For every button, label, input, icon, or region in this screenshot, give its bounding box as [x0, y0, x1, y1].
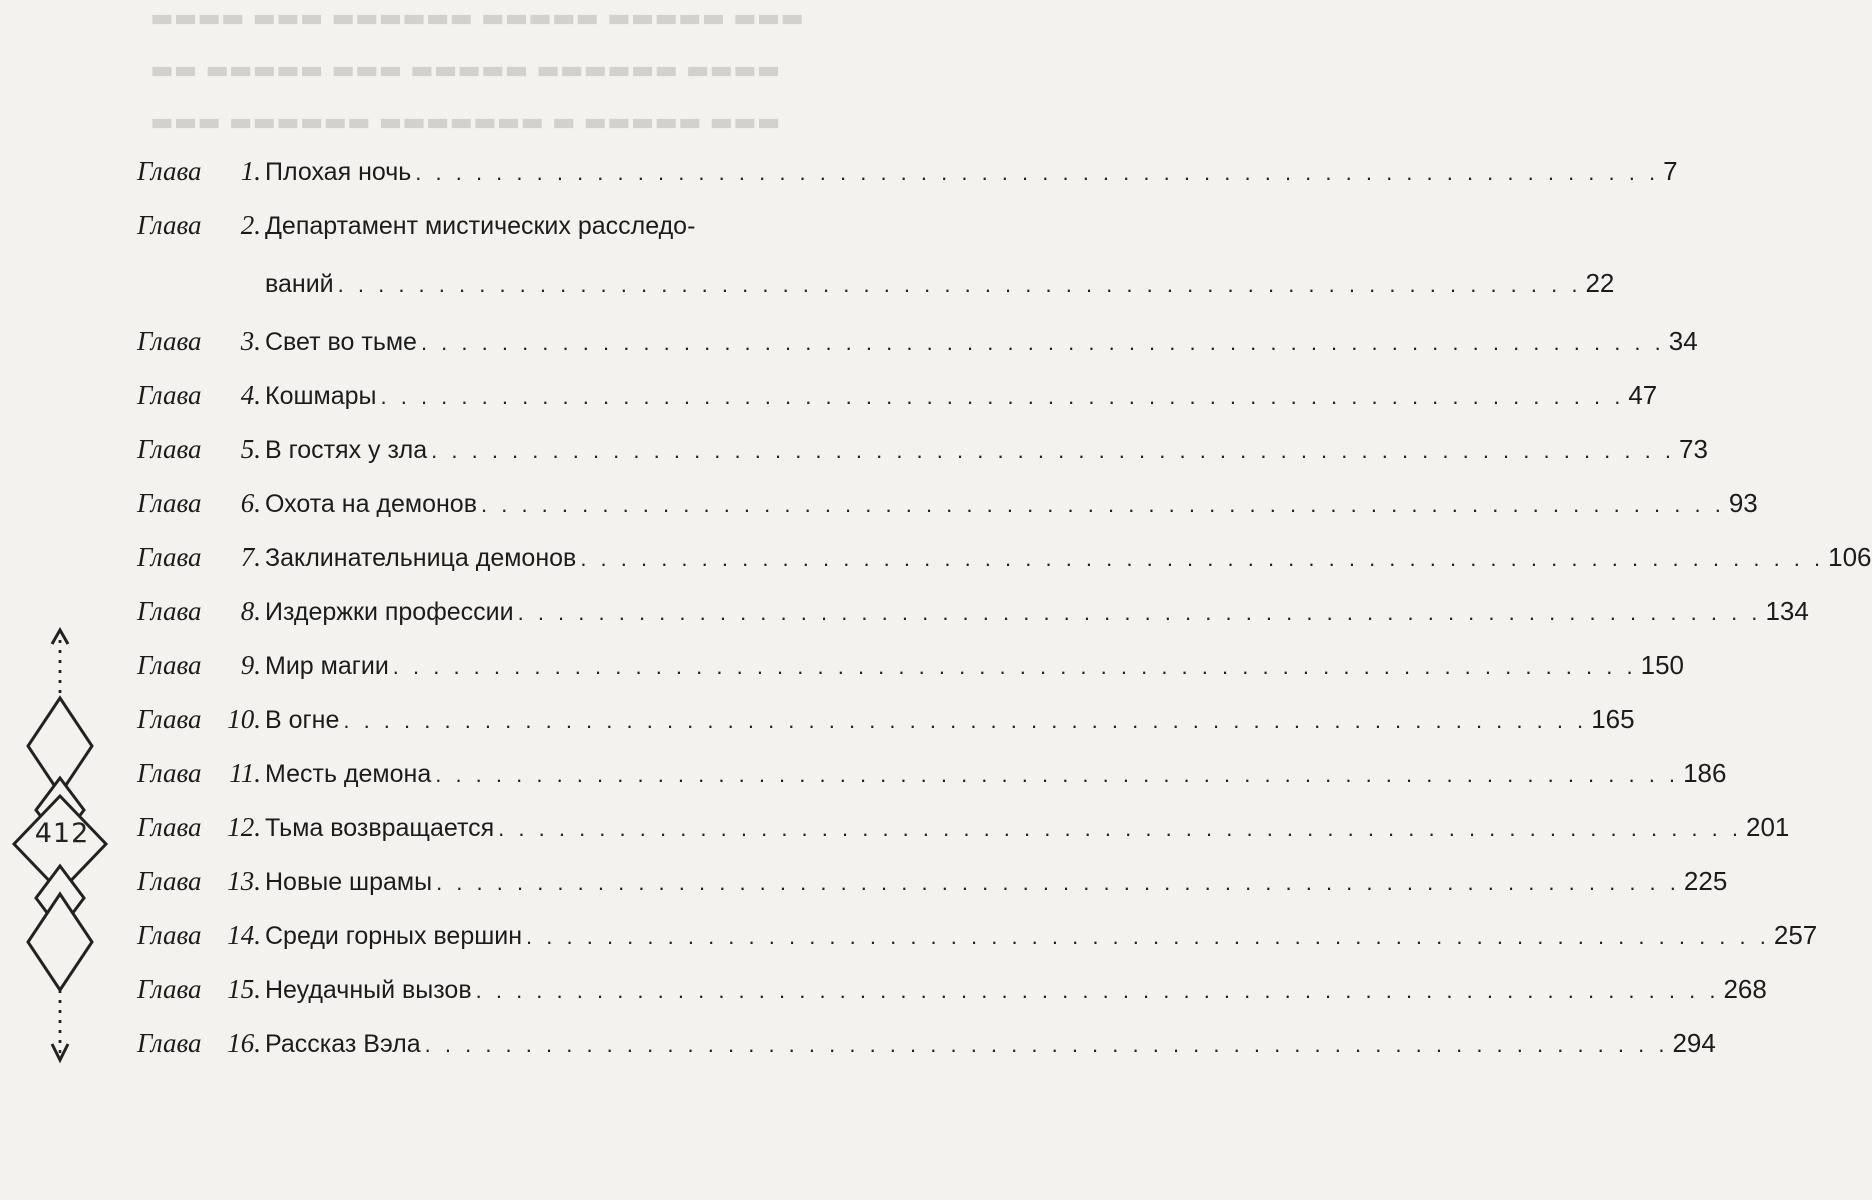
page-number: 412	[34, 818, 90, 849]
chapter-number: 2.	[240, 210, 261, 240]
chapter-label	[137, 1028, 265, 1059]
chapter-page: 225	[1683, 866, 1728, 896]
chapter-word: Глава	[137, 704, 202, 734]
chapter-label	[137, 974, 265, 1005]
chapter-word: Глава	[137, 596, 202, 626]
dot-leader: . . . . . . . . . . . . . . . . . . . . . . . . . . . . . . . . . . . . . . . . . . . . . . . . . . . . . . . . . . . . . .	[420, 330, 1665, 355]
chapter-number: 13.	[227, 866, 261, 896]
chapter-page: 150	[1640, 650, 1684, 680]
chapter-page: 73	[1678, 434, 1708, 464]
chapter-number: 11.	[229, 758, 261, 788]
chapter-title: Месть демона	[265, 760, 432, 788]
bleed-through-text: ▬▬▬ ▬▬▬▬▬▬ ▬▬▬▬▬▬▬ ▬ ▬▬▬▬▬ ▬▬▬	[150, 107, 781, 136]
chapter-word: Глава	[137, 210, 202, 240]
toc-entry	[137, 650, 1684, 704]
chapter-number: 1.	[240, 156, 261, 186]
dot-leader: . . . . . . . . . . . . . . . . . . . . . . . . . . . . . . . . . . . . . . . . . . . . . . . . . . . . . . . . . . . . . .	[481, 492, 1725, 517]
chapter-word: Глава	[137, 758, 202, 788]
dot-leader: . . . . . . . . . . . . . . . . . . . . . . . . . . . . . . . . . . . . . . . . . . . . . . . . . . . . . . . . . . . . . .	[392, 654, 1637, 679]
dot-leader: . . . . . . . . . . . . . . . . . . . . . . . . . . . . . . . . . . . . . . . . . . . . . . . . . . . . . . . . . . . . . .	[580, 546, 1825, 571]
chapter-number: 6.	[240, 488, 261, 518]
chapter-page: 47	[1628, 380, 1658, 410]
chapter-title: Тьма возвращается	[265, 814, 495, 842]
toc-entry	[137, 380, 1658, 434]
chapter-title-continuation: ваний	[265, 270, 334, 298]
bleed-through-text: ▬▬▬▬ ▬▬▬ ▬▬▬▬▬▬ ▬▬▬▬▬ ▬▬▬▬▬ ▬▬▬	[150, 3, 804, 32]
chapter-page: 134	[1765, 596, 1809, 626]
toc-entry	[137, 434, 1708, 488]
chapter-title: Среди горных вершин	[265, 922, 523, 950]
chapter-page: 201	[1746, 812, 1790, 842]
chapter-number: 14.	[227, 920, 261, 950]
chapter-number: 12.	[227, 812, 261, 842]
bleed-through-text: ▬▬ ▬▬▬▬▬ ▬▬▬ ▬▬▬▬▬ ▬▬▬▬▬▬ ▬▬▬▬	[150, 55, 781, 84]
chapter-page: 186	[1683, 758, 1727, 788]
chapter-page: 257	[1773, 920, 1818, 950]
chapter-title: Рассказ Вэла	[265, 1030, 421, 1058]
toc-entry	[137, 812, 1790, 866]
chapter-word: Глава	[137, 488, 202, 518]
chapter-label	[137, 650, 265, 681]
toc-entry	[137, 974, 1767, 1028]
chapter-number: 5.	[240, 434, 261, 464]
dot-leader: . . . . . . . . . . . . . . . . . . . . . . . . . . . . . . . . . . . . . . . . . . . . . . . . . . . . . . . . . . . . . .	[498, 816, 1742, 841]
chapter-word: Глава	[137, 974, 202, 1004]
chapter-label	[137, 704, 265, 735]
chapter-number: 16.	[227, 1028, 261, 1058]
dot-leader: . . . . . . . . . . . . . . . . . . . . . . . . . . . . . . . . . . . . . . . . . . . . . . . . . . . . . . . . . . . . . .	[517, 600, 1762, 625]
chapter-word: Глава	[137, 542, 202, 572]
chapter-page: 93	[1728, 488, 1758, 518]
dot-leader: . . . . . . . . . . . . . . . . . . . . . . . . . . . . . . . . . . . . . . . . . . . . . . . . . . . . . . . . . . . . . .	[343, 708, 1588, 733]
chapter-page: 106	[1828, 542, 1872, 572]
toc-entry	[137, 596, 1809, 650]
toc-entry	[137, 542, 1872, 596]
chapter-page: 34	[1668, 326, 1698, 356]
chapter-word: Глава	[137, 812, 202, 842]
chapter-page: 294	[1672, 1028, 1716, 1058]
chapter-label	[137, 596, 265, 627]
chapter-label	[137, 812, 265, 843]
chapter-page: 22	[1585, 268, 1615, 298]
chapter-label	[137, 210, 265, 241]
chapter-number: 3.	[240, 326, 261, 356]
chapter-title: Неудачный вызов	[265, 976, 472, 1004]
toc-entry	[137, 866, 1728, 920]
chapter-label	[137, 156, 265, 187]
chapter-number: 4.	[240, 380, 261, 410]
dot-leader: . . . . . . . . . . . . . . . . . . . . . . . . . . . . . . . . . . . . . . . . . . . . . . . . . . . . . . . . . . . . . .	[526, 924, 1770, 949]
dot-leader: . . . . . . . . . . . . . . . . . . . . . . . . . . . . . . . . . . . . . . . . . . . . . . . . . . . . . . . . . . . . . .	[436, 870, 1680, 895]
chapter-label	[137, 326, 265, 357]
chapter-title: Свет во тьме	[265, 328, 417, 356]
chapter-title: Заклинательница демонов	[265, 544, 577, 572]
dot-leader: . . . . . . . . . . . . . . . . . . . . . . . . . . . . . . . . . . . . . . . . . . . . . . . . . . . . . . . . . . . . . .	[415, 160, 1660, 185]
chapter-title: Охота на демонов	[265, 490, 477, 518]
toc-entry	[137, 920, 1818, 974]
chapter-label	[137, 758, 265, 789]
chapter-title: Издержки профессии	[265, 598, 514, 626]
chapter-word: Глава	[137, 650, 202, 680]
chapter-word: Глава	[137, 434, 202, 464]
dot-leader: . . . . . . . . . . . . . . . . . . . . . . . . . . . . . . . . . . . . . . . . . . . . . . . . . . . . . . . . . . . . . .	[431, 438, 1675, 463]
dot-leader: . . . . . . . . . . . . . . . . . . . . . . . . . . . . . . . . . . . . . . . . . . . . . . . . . . . . . . . . . . . . . .	[475, 978, 1720, 1003]
chapter-label	[137, 542, 265, 573]
chapter-label	[137, 488, 265, 519]
chapter-word: Глава	[137, 1028, 202, 1058]
chapter-number: 9.	[240, 650, 261, 680]
chapter-word: Глава	[137, 156, 202, 186]
dot-leader: . . . . . . . . . . . . . . . . . . . . . . . . . . . . . . . . . . . . . . . . . . . . . . . . . . . . . . . . . . . . . .	[380, 384, 1625, 409]
chapter-title: Департамент мистических расследо-	[265, 212, 696, 240]
toc-entry	[137, 704, 1635, 758]
chapter-label	[137, 920, 265, 951]
chapter-word: Глава	[137, 380, 202, 410]
toc-entry	[137, 488, 1758, 542]
dot-leader: . . . . . . . . . . . . . . . . . . . . . . . . . . . . . . . . . . . . . . . . . . . . . . . . . . . . . . . . . . . . . .	[424, 1032, 1669, 1057]
table-of-contents	[137, 156, 1872, 1082]
chapter-word: Глава	[137, 920, 202, 950]
chapter-title: Мир магии	[265, 652, 389, 680]
chapter-title: В огне	[265, 706, 340, 734]
chapter-page: 268	[1723, 974, 1767, 1004]
chapter-number: 10.	[227, 704, 261, 734]
toc-entry	[137, 758, 1727, 812]
chapter-title: Кошмары	[265, 382, 377, 410]
toc-entry	[137, 156, 1678, 210]
chapter-title: Плохая ночь	[265, 158, 412, 186]
chapter-word: Глава	[137, 326, 202, 356]
chapter-label	[137, 434, 265, 465]
chapter-page: 165	[1591, 704, 1635, 734]
dot-leader: . . . . . . . . . . . . . . . . . . . . . . . . . . . . . . . . . . . . . . . . . . . . . . . . . . . . . . . . . . . . . .	[435, 762, 1680, 787]
chapter-number: 8.	[240, 596, 261, 626]
toc-entry	[137, 326, 1698, 380]
dot-leader: . . . . . . . . . . . . . . . . . . . . . . . . . . . . . . . . . . . . . . . . . . . . . . . . . . . . . . . . . . . . . .	[337, 272, 1582, 297]
chapter-number: 7.	[240, 542, 261, 572]
chapter-number: 15.	[227, 974, 261, 1004]
chapter-label	[137, 866, 265, 897]
chapter-page: 7	[1663, 156, 1678, 186]
chapter-title: Новые шрамы	[265, 868, 433, 896]
toc-entry	[137, 1028, 1716, 1082]
chapter-title: В гостях у зла	[265, 436, 428, 464]
chapter-word: Глава	[137, 866, 202, 896]
chapter-label	[137, 380, 265, 411]
toc-entry	[137, 210, 1615, 326]
